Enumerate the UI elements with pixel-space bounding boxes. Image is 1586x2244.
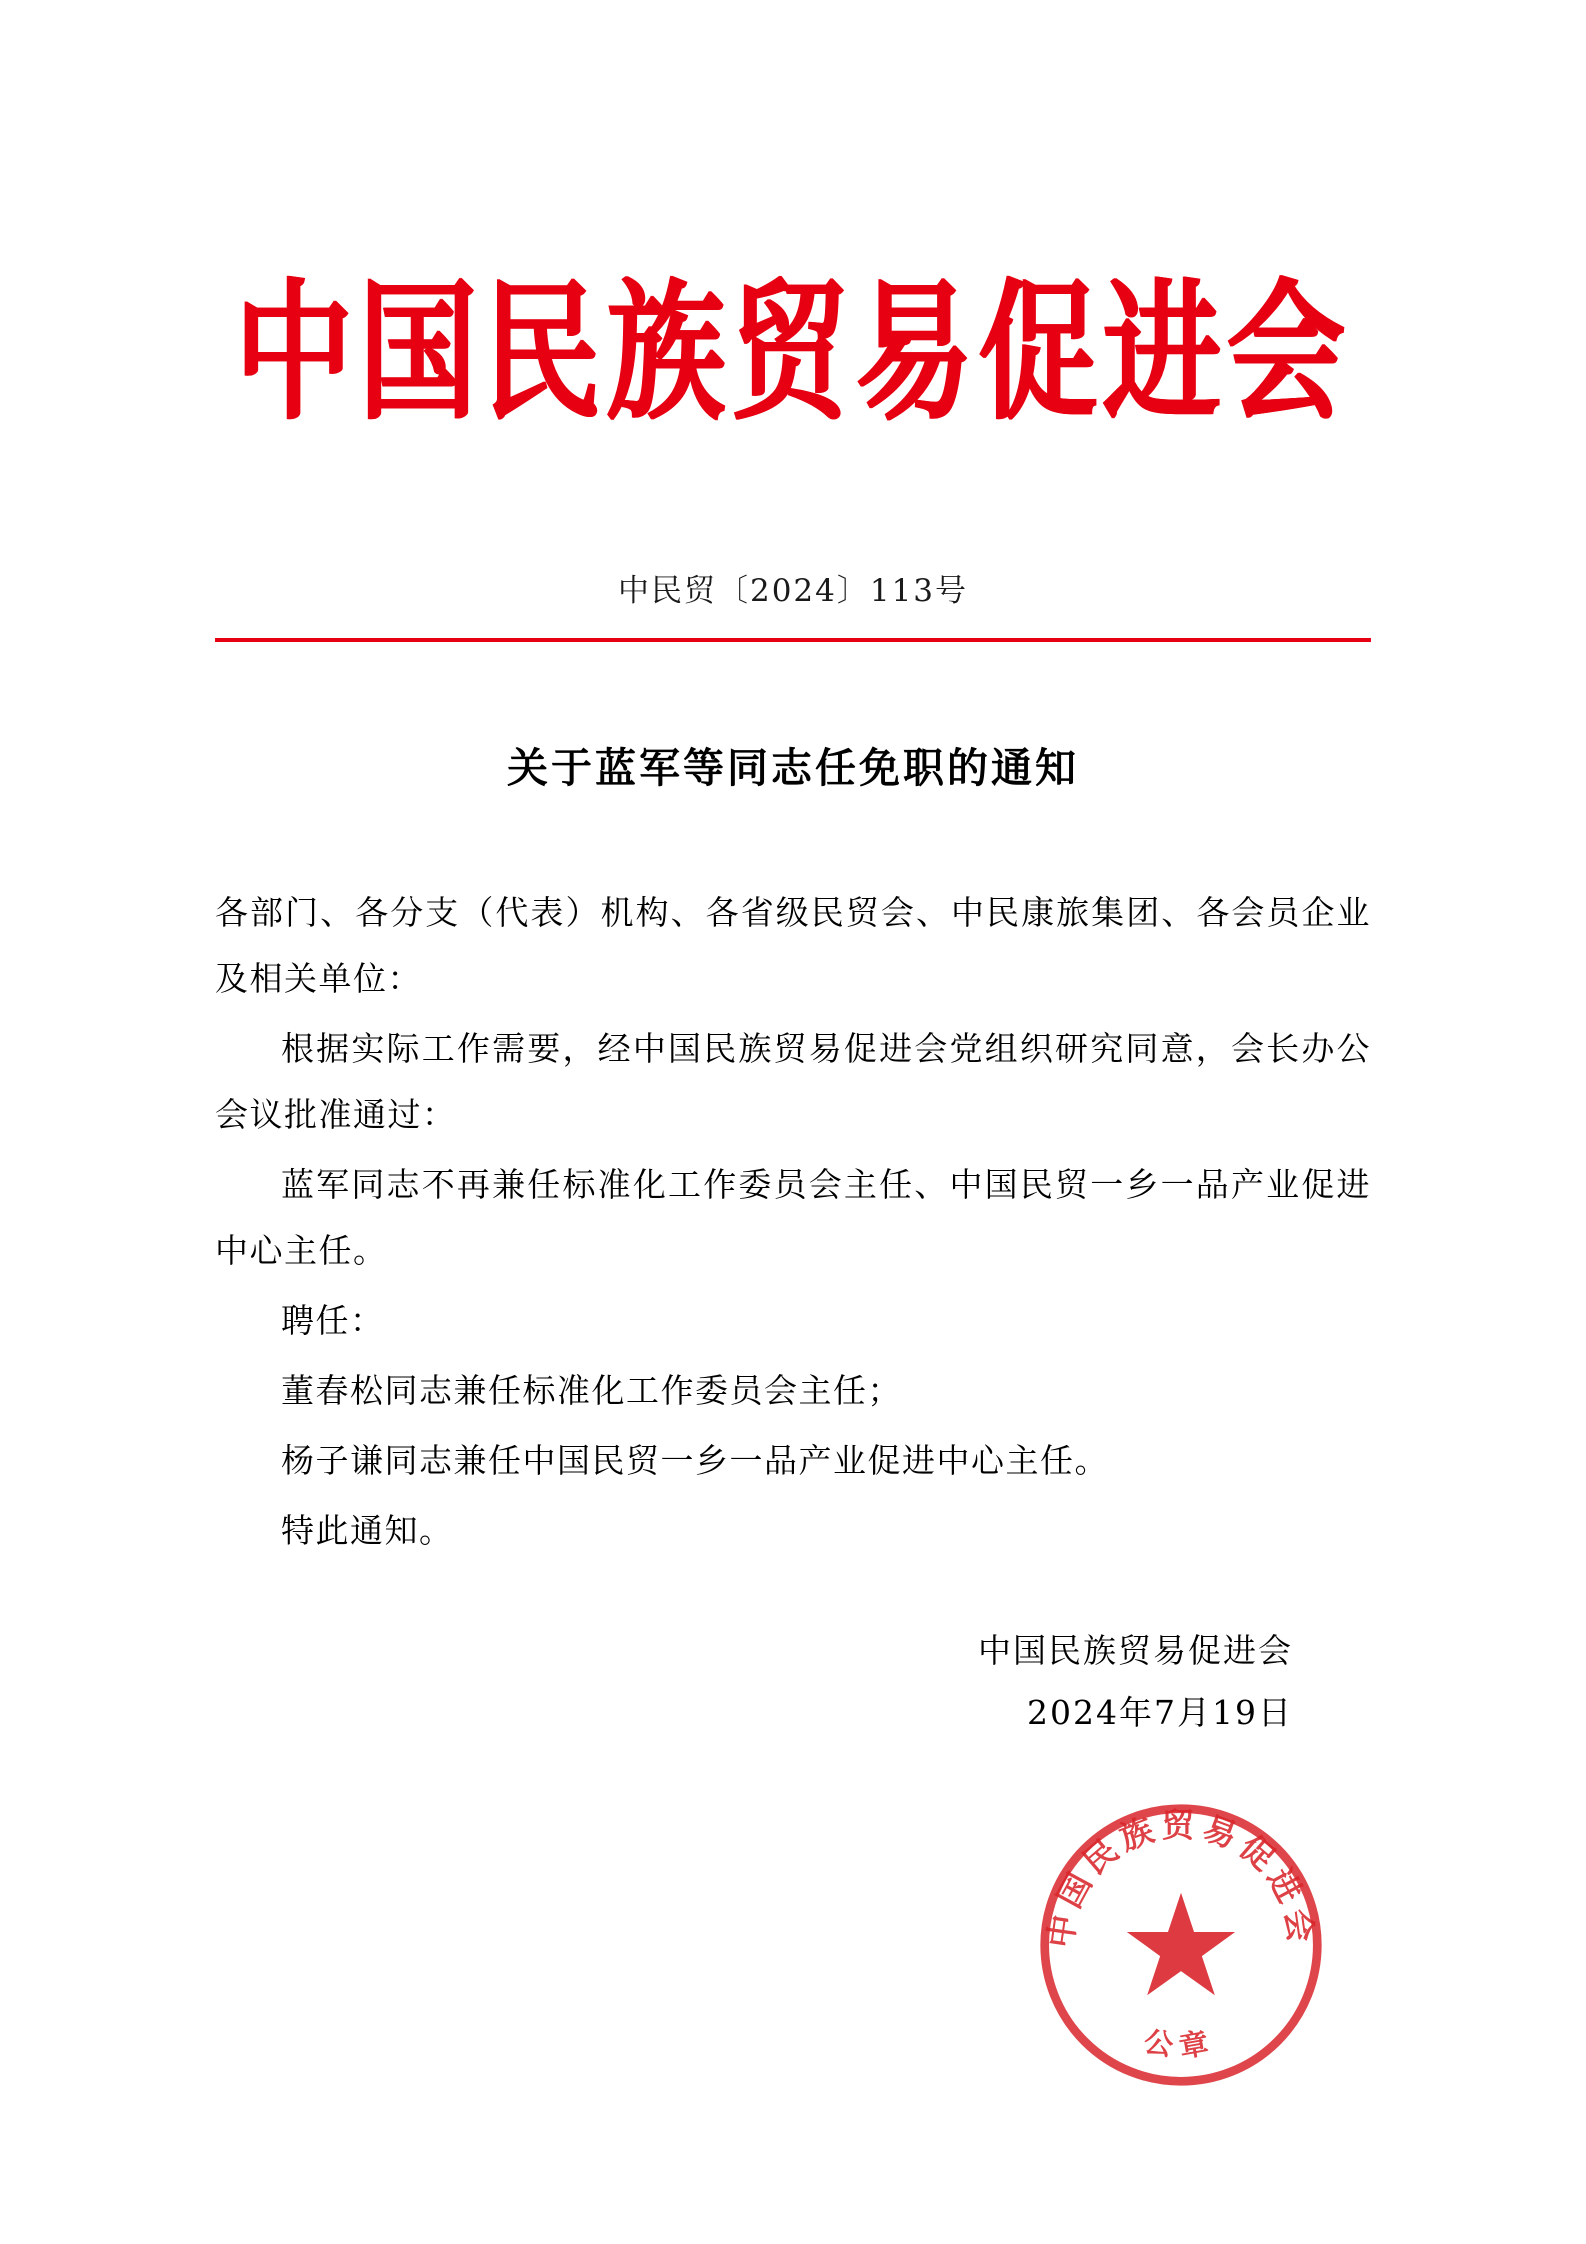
signature-block [215,1620,1371,1745]
document-header [215,0,1371,642]
svg-text:中国民族贸易促进会: 中国民族贸易促进会 [1040,1805,1322,1951]
paragraph-addressee: 各部门、各分支（代表）机构、各省级民贸会、中民康旅集团、各会员企业及相关单位： [215,892,1371,998]
signature-date: 2024年7月19日 [1027,1693,1293,1733]
paragraph-appointment-2: 杨子谦同志兼任中国民贸一乡一品产业促进中心主任。 [281,1440,1109,1480]
svg-text:公章: 公章 [1141,2024,1221,2065]
paragraph-removal: 蓝军同志不再兼任标准化工作委员会主任、中国民贸一乡一品产业促进中心主任。 [215,1164,1371,1270]
issuing-organization-title: 中国民族贸易促进会 [234,262,1351,441]
document-number: 中民贸〔2024〕113号 [617,573,969,610]
paragraph-appointment-heading: 聘任： [281,1300,385,1340]
paragraph-closing: 特此通知。 [281,1510,454,1550]
signature-organization: 中国民族贸易促进会 [978,1630,1293,1670]
official-seal-icon [1036,1800,1326,2090]
document-body [215,880,1371,1564]
paragraph-appointment-1: 董春松同志兼任标准化工作委员会主任； [281,1370,902,1410]
paragraph-basis: 根据实际工作需要，经中国民族贸易促进会党组织研究同意，会长办公会议批准通过： [215,1028,1371,1134]
page-title: 关于蓝军等同志任免职的通知 [507,744,1079,793]
red-divider-rule [215,638,1371,642]
